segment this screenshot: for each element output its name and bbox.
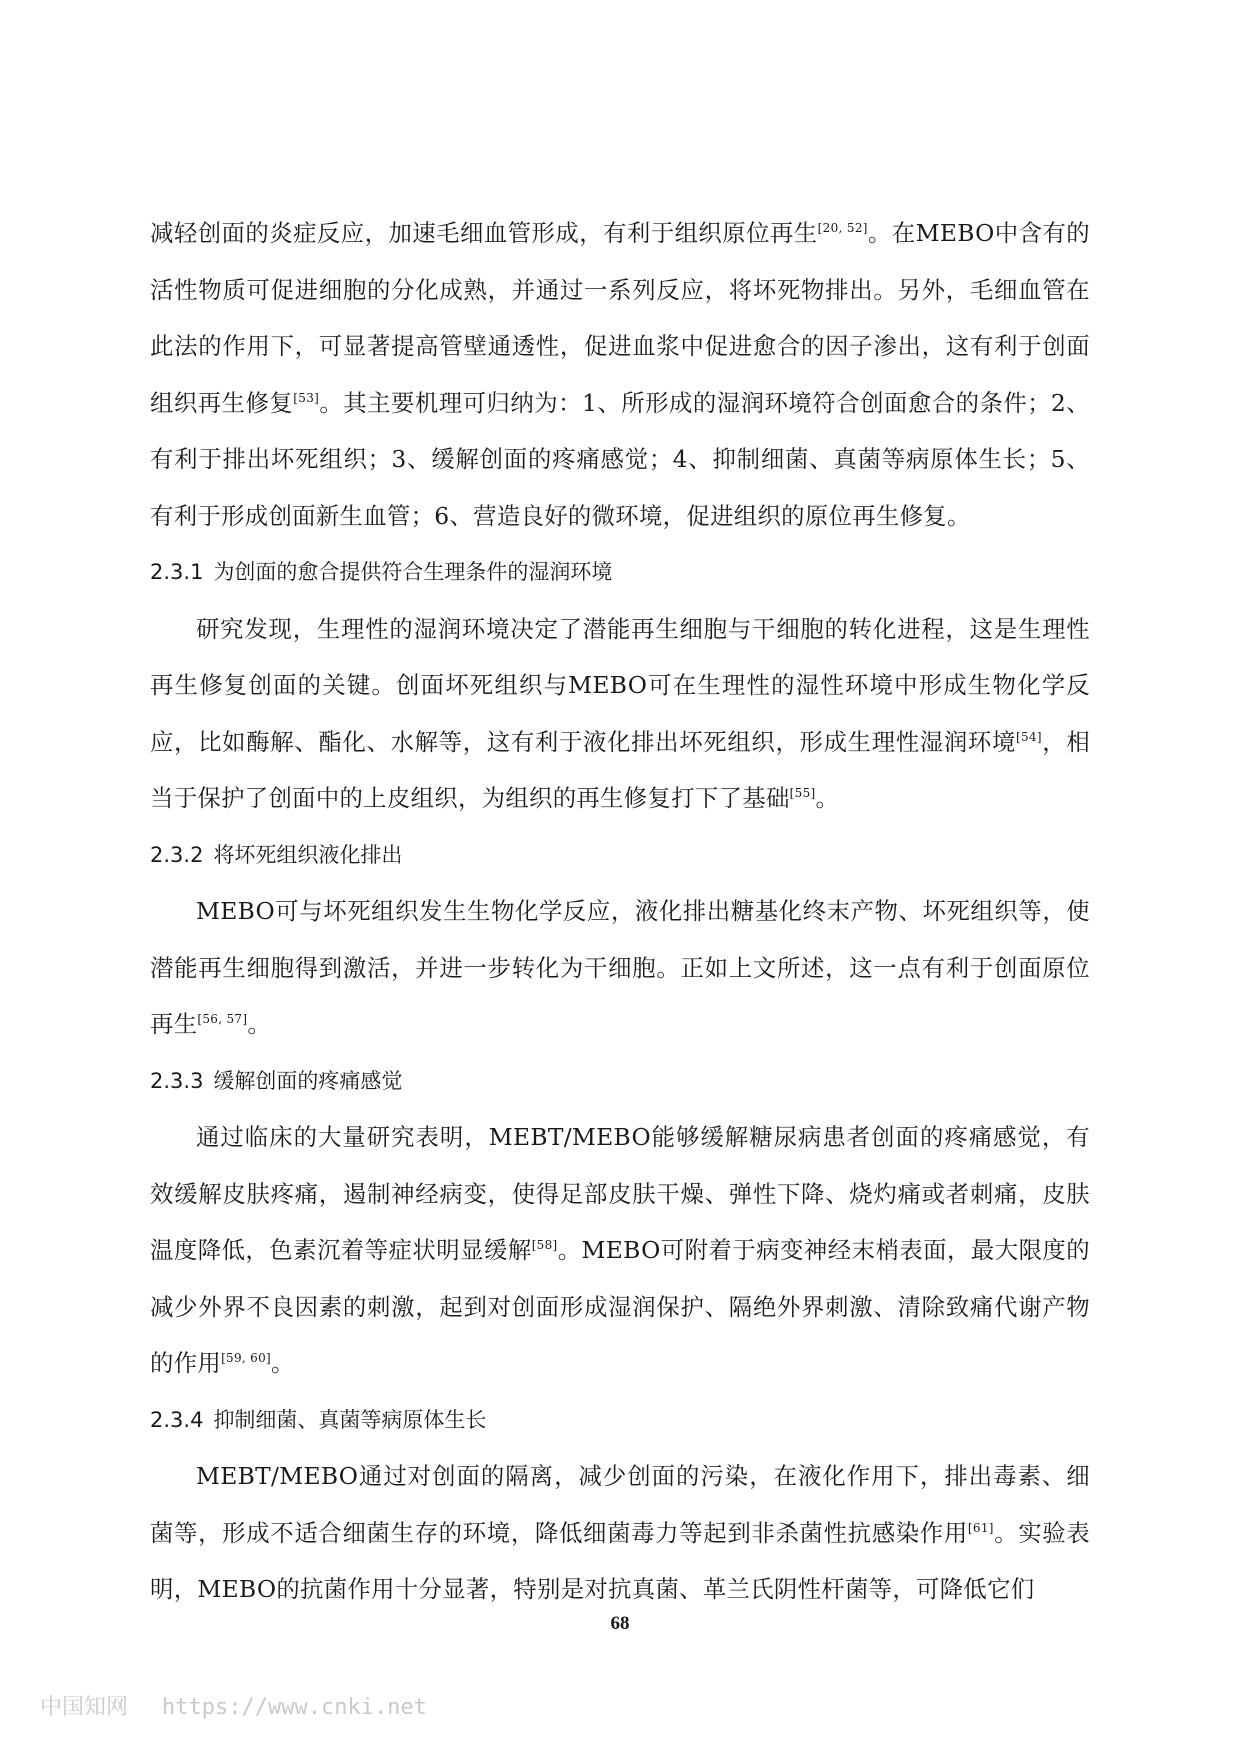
section-heading <box>150 827 1090 884</box>
text-run: 。 <box>815 784 840 812</box>
citation-ref: [54] <box>1016 729 1042 744</box>
text-run: 减轻创面的炎症反应，加速毛细血管形成，有利于组织原位再生 <box>150 219 818 247</box>
text-run: 通过临床的大量研究表明，MEBT/MEBO能够缓解糖尿病患者创面的疼痛感觉，有效缓解皮肤疼痛，遏制神经病变，使得足部皮肤干燥、弹性下降、烧灼痛或者刺痛，皮肤温度降低，色素沉着等症状明显缓解 <box>150 1123 1090 1264</box>
section-paragraph <box>150 883 1090 1053</box>
text-run: MEBT/MEBO通过对创面的隔离，减少创面的污染，在液化作用下，排出毒素、细菌等，形成不适合细菌生存的环境，降低细菌毒力等起到非杀菌性抗感染作用 <box>150 1462 1090 1547</box>
citation-ref: [59, 60] <box>221 1351 272 1365</box>
section-title: 抑制细菌、真菌等病原体生长 <box>213 1407 487 1432</box>
body-text <box>150 205 1090 1618</box>
page-number: 68 <box>610 1613 630 1634</box>
citation-ref: [56, 57] <box>197 1012 248 1026</box>
section-title: 为创面的愈合提供符合生理条件的湿润环境 <box>213 560 613 584</box>
citation-ref: [61] <box>967 1520 994 1535</box>
citation-ref: [58] <box>531 1238 558 1252</box>
text-run: 。其主要机理可归纳为：1、所形成的湿润环境符合创面愈合的条件；2、有利于排出坏死组织；3、缓解创面的疼痛感觉；4、抑制细菌、真菌等病原体生长；5、有利于形成创面新生血管；6、营造良好的微环境，促进组织的原位再生修复。 <box>150 388 1090 530</box>
section-paragraph <box>150 601 1090 827</box>
section-heading <box>150 1053 1090 1110</box>
cnki-watermark <box>40 1690 427 1721</box>
text-run: 。MEBO可附着于病变神经末梢表面，最大限度的减少外界不良因素的刺激，起到对创面形成湿润保护、隔绝外界刺激、清除致痛代谢产物的作用 <box>150 1236 1090 1377</box>
section-paragraph <box>150 1109 1090 1392</box>
text-run: 研究发现，生理性的湿润环境决定了潜能再生细胞与干细胞的转化进程，这是生理性再生修复创面的关键。创面坏死组织与MEBO可在生理性的湿性环境中形成生物化学反应，比如酶解、酯化、水解等，这有利于液化排出坏死组织，形成生理性湿润环境 <box>150 614 1090 756</box>
body-paragraph <box>150 205 1090 544</box>
text-run: 。在MEBO中含有的活性物质可促进细胞的分化成熟，并通过一系列反应，将坏死物排出。另外，毛细血管在此法的作用下，可显著提高管壁通透性，促进血浆中促进愈合的因子渗出，这有利于创面组织再生修复 <box>150 219 1090 417</box>
section-heading <box>150 1392 1090 1449</box>
section-number: 2.3.1 <box>150 560 204 584</box>
section-paragraph <box>150 1448 1090 1618</box>
text-run: 。实验表明，MEBO的抗菌作用十分显著，特别是对抗真菌、革兰氏阴性杆菌等，可降低它们 <box>150 1518 1090 1603</box>
section-number: 2.3.4 <box>150 1407 204 1432</box>
section-heading <box>150 544 1090 601</box>
citation-ref: [55] <box>789 786 816 800</box>
citation-ref: [53] <box>293 390 320 405</box>
citation-ref: [20, 52] <box>817 221 868 235</box>
text-run: 。 <box>271 1349 295 1377</box>
section-title: 将坏死组织液化排出 <box>213 842 403 867</box>
text-run: 。 <box>247 1010 272 1038</box>
section-number: 2.3.3 <box>150 1068 204 1093</box>
text-run: ，相当于保护了创面中的上皮组织，为组织的再生修复打下了基础 <box>150 727 1091 812</box>
text-run: MEBO可与坏死组织发生生物化学反应，液化排出糖基化终末产物、坏死组织等，使潜能再生细胞得到激活，并进一步转化为干细胞。正如上文所述，这一点有利于创面原位再生 <box>150 897 1090 1038</box>
section-number: 2.3.2 <box>150 842 204 867</box>
watermark-url: https://www.cnki.net <box>162 1695 427 1720</box>
section-title: 缓解创面的疼痛感觉 <box>213 1068 403 1093</box>
watermark-site-name: 中国知网 <box>40 1695 129 1720</box>
